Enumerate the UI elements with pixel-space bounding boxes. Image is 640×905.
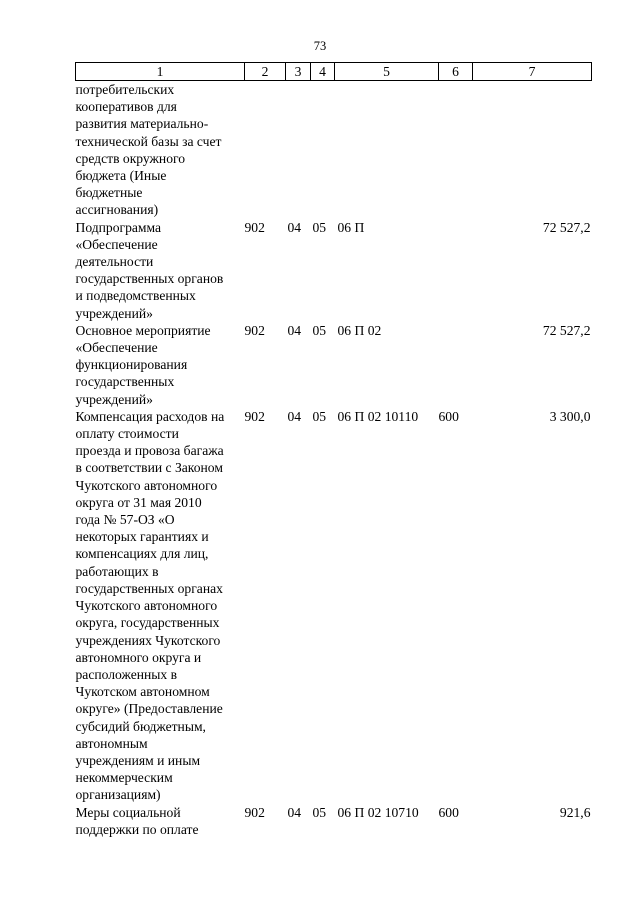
row-section: 04 <box>287 804 302 820</box>
budget-table <box>75 62 592 838</box>
row-subsection: 05 <box>312 322 327 338</box>
header-col-5: 5 <box>335 63 439 81</box>
header-col-4: 4 <box>311 63 335 81</box>
row-admin-code: 902 <box>244 804 265 820</box>
row-amount: 72 527,2 <box>542 219 591 235</box>
row-expense-type: 600 <box>438 804 459 820</box>
header-row <box>76 63 592 81</box>
row-section: 04 <box>287 322 302 338</box>
header-col-3: 3 <box>286 63 311 81</box>
row-target-article: 06 П <box>337 219 365 235</box>
row-subsection: 05 <box>312 804 327 820</box>
table-row <box>76 81 592 219</box>
row-section: 04 <box>287 408 302 424</box>
row-name: потребительских кооперативов для развития материально- технической базы за счет средств окружного бюджета (Иные бюджетные ассигнования) <box>75 82 222 218</box>
row-section <box>286 81 311 219</box>
row-subsection: 05 <box>312 219 327 235</box>
row-expense-type: 600 <box>438 408 459 424</box>
header-col-6: 6 <box>439 63 473 81</box>
row-expense-type <box>439 81 473 219</box>
row-admin-code <box>245 81 286 219</box>
row-subsection: 05 <box>312 408 327 424</box>
row-amount: 3 300,0 <box>549 408 591 424</box>
row-target-article <box>335 81 439 219</box>
row-name: Основное мероприятие «Обеспечение функционирования государственных учреждений» <box>75 322 211 407</box>
header-col-7: 7 <box>473 63 592 81</box>
row-admin-code: 902 <box>244 322 265 338</box>
table-row <box>76 322 592 408</box>
row-amount: 921,6 <box>559 804 591 820</box>
table-row <box>76 804 592 838</box>
table-row <box>76 219 592 322</box>
row-expense-type <box>439 219 473 322</box>
row-subsection <box>311 81 335 219</box>
row-name: Подпрограмма «Обеспечение деятельности государственных органов и подведомственных учреждений» <box>75 219 224 321</box>
row-name: Меры социальной поддержки по оплате <box>75 804 199 837</box>
row-admin-code: 902 <box>244 219 265 235</box>
header-col-1: 1 <box>76 63 245 81</box>
header-col-2: 2 <box>245 63 286 81</box>
table-body <box>76 81 592 838</box>
row-expense-type <box>439 322 473 408</box>
row-name: Компенсация расходов на оплату стоимости проезда и провоза багажа в соответствии с Законом Чукотского автономного округа от 31 мая 2010 года № 57-ОЗ «О некоторых гарантиях и компенсациях для лиц, работающих в государственных органах Чукотского автономного округа, государственных учреждениях Чукотского автономного округа и расположенных в Чукотском автономном округе» (Предоставление субсидий бюджетным, автономным учреждениям и иным некоммерческим организациям) <box>75 408 225 803</box>
row-amount: 72 527,2 <box>542 322 591 338</box>
row-target-article: 06 П 02 10710 <box>337 804 419 820</box>
row-admin-code: 902 <box>244 408 265 424</box>
table-header <box>76 63 592 81</box>
page-number: 73 <box>313 39 327 53</box>
row-section: 04 <box>287 219 302 235</box>
row-target-article: 06 П 02 10110 <box>337 408 419 424</box>
table-row <box>76 408 592 804</box>
row-target-article: 06 П 02 <box>337 322 382 338</box>
row-amount <box>473 81 592 219</box>
